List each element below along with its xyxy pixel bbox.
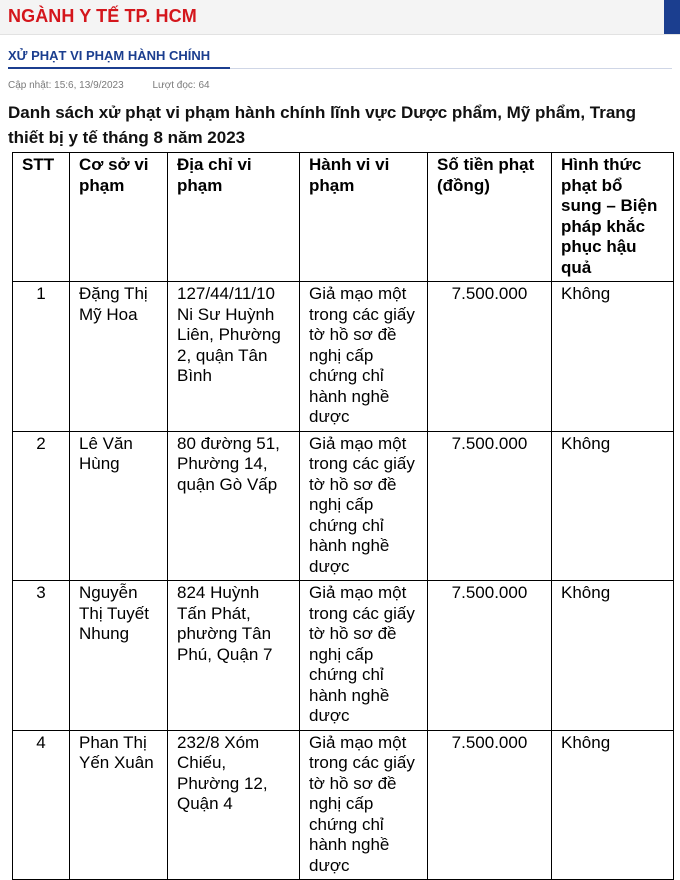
table-row xyxy=(13,431,674,581)
header-fine: Số tiền phạt (đồng) xyxy=(428,153,552,282)
cell-address: 127/44/11/10 Ni Sư Huỳnh Liên, Phường 2, quận Tân Bình xyxy=(168,282,300,432)
cell-stt: 2 xyxy=(13,431,70,581)
cell-extra: Không xyxy=(552,730,674,880)
site-title-link[interactable]: NGÀNH Y TẾ TP. HCM xyxy=(8,6,197,26)
cell-extra: Không xyxy=(552,282,674,432)
cell-address: 824 Huỳnh Tấn Phát, phường Tân Phú, Quận 7 xyxy=(168,581,300,731)
header-violation: Hành vi vi phạm xyxy=(300,153,428,282)
cell-violation: Giả mạo một trong các giấy tờ hồ sơ đề nghị cấp chứng chỉ hành nghề dược xyxy=(300,282,428,432)
cell-violation: Giả mạo một trong các giấy tờ hồ sơ đề nghị cấp chứng chỉ hành nghề dược xyxy=(300,730,428,880)
header-accent-bar xyxy=(664,0,680,34)
cell-stt: 3 xyxy=(13,581,70,731)
updated-timestamp: Cập nhật: 15:6, 13/9/2023 xyxy=(8,80,124,91)
header-address: Địa chỉ vi phạm xyxy=(168,153,300,282)
cell-facility: Nguyễn Thị Tuyết Nhung xyxy=(70,581,168,731)
cell-fine: 7.500.000 xyxy=(428,730,552,880)
table-header-row xyxy=(13,153,674,282)
penalty-table xyxy=(12,152,674,880)
article-meta xyxy=(8,80,236,91)
cell-fine: 7.500.000 xyxy=(428,581,552,731)
section-title-link[interactable]: XỬ PHẠT VI PHẠM HÀNH CHÍNH xyxy=(8,48,211,63)
cell-fine: 7.500.000 xyxy=(428,282,552,432)
cell-address: 232/8 Xóm Chiếu, Phường 12, Quận 4 xyxy=(168,730,300,880)
document-title: Danh sách xử phạt vi phạm hành chính lĩnh vực Dược phẩm, Mỹ phẩm, Trang thiết bị y tế tháng 8 năm 2023 xyxy=(8,103,637,147)
table-row xyxy=(13,730,674,880)
site-header xyxy=(0,0,680,35)
cell-facility: Đặng Thị Mỹ Hoa xyxy=(70,282,168,432)
section-divider-accent xyxy=(8,67,230,69)
cell-extra: Không xyxy=(552,581,674,731)
cell-stt: 4 xyxy=(13,730,70,880)
cell-fine: 7.500.000 xyxy=(428,431,552,581)
cell-violation: Giả mạo một trong các giấy tờ hồ sơ đề nghị cấp chứng chỉ hành nghề dược xyxy=(300,431,428,581)
cell-extra: Không xyxy=(552,431,674,581)
table-row xyxy=(13,282,674,432)
header-extra: Hình thức phạt bổ sung – Biện pháp khắc phục hậu quả xyxy=(552,153,674,282)
cell-address: 80 đường 51, Phường 14, quận Gò Vấp xyxy=(168,431,300,581)
cell-violation: Giả mạo một trong các giấy tờ hồ sơ đề nghị cấp chứng chỉ hành nghề dược xyxy=(300,581,428,731)
cell-facility: Lê Văn Hùng xyxy=(70,431,168,581)
cell-facility: Phan Thị Yến Xuân xyxy=(70,730,168,880)
header-stt: STT xyxy=(13,153,70,282)
view-count: Lượt đọc: 64 xyxy=(152,80,210,91)
cell-stt: 1 xyxy=(13,282,70,432)
header-facility: Cơ sở vi phạm xyxy=(70,153,168,282)
table-row xyxy=(13,581,674,731)
